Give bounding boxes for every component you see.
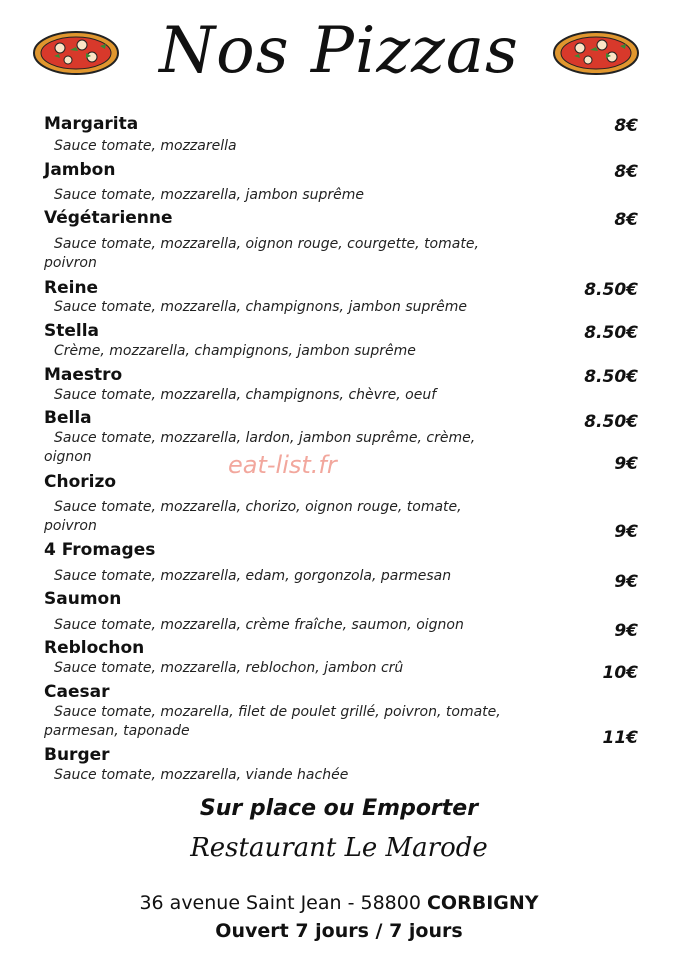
pizza-description: Sauce tomate, mozzarella, reblochon, jambon crû — [54, 660, 404, 676]
pizza-price: 9€ — [614, 454, 638, 474]
pizza-icon — [30, 26, 126, 78]
pizza-description: Crème, mozzarella, champignons, jambon suprême — [54, 343, 416, 359]
pizza-name: Stella — [44, 321, 100, 341]
pizza-name: 4 Fromages — [44, 540, 156, 560]
pizza-price: 8€ — [614, 162, 638, 182]
pizza-description: Sauce tomate, mozzarella, champignons, chèvre, oeuf — [54, 387, 437, 403]
pizza-name: Maestro — [44, 365, 123, 385]
pizza-name: Reine — [44, 278, 99, 298]
restaurant-name: Restaurant Le Marode — [190, 833, 488, 863]
pizza-price: 8.50€ — [584, 367, 638, 387]
pizza-description: Sauce tomate, mozzarella, edam, gorgonzola, parmesan — [54, 568, 452, 584]
pizza-name: Bella — [44, 408, 92, 428]
pizza-price: 9€ — [614, 621, 638, 641]
pizza-name: Margarita — [44, 114, 139, 134]
pizza-description: Sauce tomate, mozarella, filet de poulet grillé, poivron, tomate, parmesan, taponade — [44, 704, 501, 739]
pizza-description: Sauce tomate, mozzarella, lardon, jambon suprême, crème, oignon — [44, 430, 476, 465]
pizza-description: Sauce tomate, mozzarella — [54, 138, 237, 154]
pizza-description: Sauce tomate, mozzarella, crème fraîche, saumon, oignon — [54, 617, 464, 633]
service-tagline: Sur place ou Emporter — [199, 796, 479, 821]
pizza-name: Chorizo — [44, 472, 117, 492]
pizza-price: 8.50€ — [584, 412, 638, 432]
pizza-price: 9€ — [614, 522, 638, 542]
watermark: eat-list.fr — [228, 451, 337, 479]
pizza-name: Burger — [44, 745, 110, 765]
pizza-name: Végétarienne — [44, 208, 173, 228]
opening-hours: Ouvert 7 jours / 7 jours — [215, 920, 463, 942]
pizza-price: 10€ — [602, 663, 638, 683]
pizza-description: Sauce tomate, mozzarella, chorizo, oignon rouge, tomate, poivron — [44, 499, 462, 534]
pizza-name: Saumon — [44, 589, 122, 609]
pizza-price: 9€ — [614, 572, 638, 592]
pizza-price: 8€ — [614, 210, 638, 230]
pizza-price: 11€ — [602, 728, 638, 748]
pizza-description: Sauce tomate, mozzarella, viande hachée — [54, 767, 349, 783]
pizza-price: 8.50€ — [584, 323, 638, 343]
page-title: Nos Pizzas — [159, 14, 519, 88]
pizza-description: Sauce tomate, mozzarella, oignon rouge, courgette, tomate, poivron — [44, 236, 479, 271]
address: 36 avenue Saint Jean - 58800 CORBIGNY — [139, 892, 539, 914]
pizza-description: Sauce tomate, mozzarella, champignons, jambon suprême — [54, 299, 467, 315]
pizza-name: Caesar — [44, 682, 110, 702]
pizza-description: Sauce tomate, mozzarella, jambon suprême — [54, 187, 365, 203]
pizza-name: Reblochon — [44, 638, 145, 658]
pizza-icon — [548, 26, 644, 78]
pizza-name: Jambon — [44, 160, 116, 180]
pizza-price: 8€ — [614, 116, 638, 136]
pizza-price: 8.50€ — [584, 280, 638, 300]
